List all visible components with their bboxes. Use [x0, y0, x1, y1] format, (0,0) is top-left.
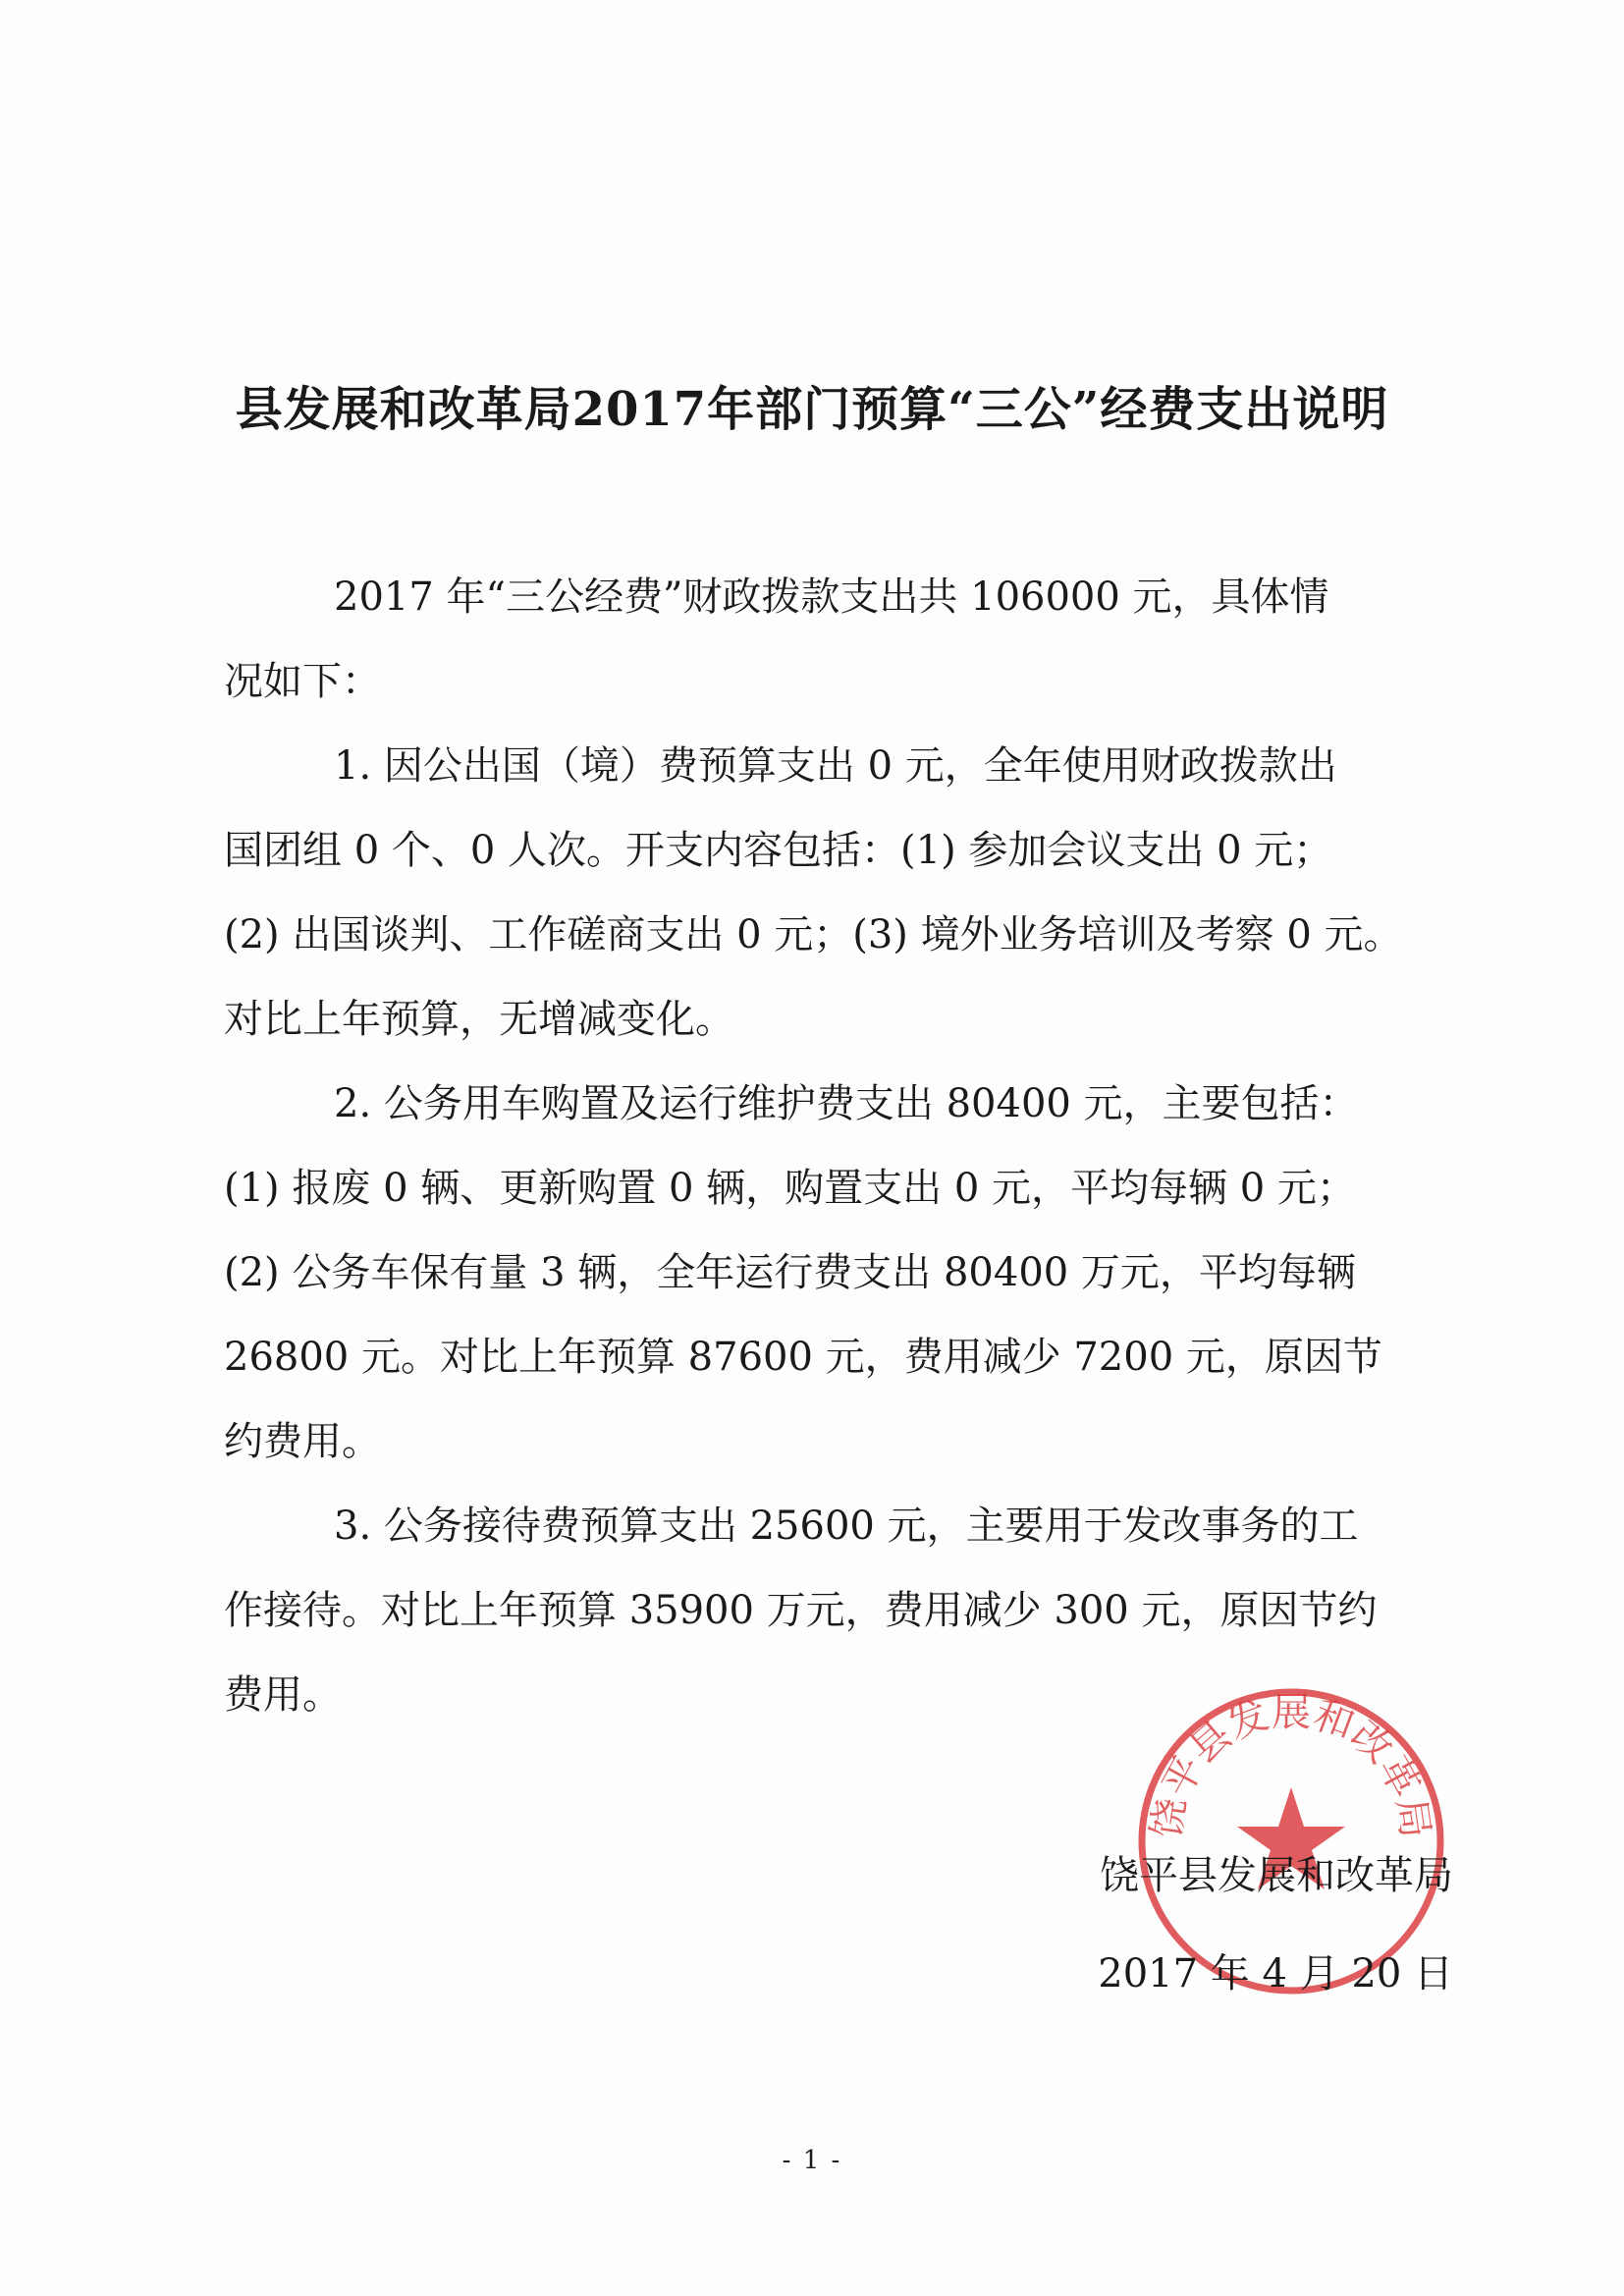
paragraph-intro [224, 555, 1422, 724]
paragraph-line: (1) 报废 0 辆、更新购置 0 辆，购置支出 0 元，平均每辆 0 元； [224, 1166, 1356, 1211]
paragraph-line: 2. 公务用车购置及运行维护费支出 80400 元，主要包括： [334, 1081, 1359, 1126]
paragraph-line: (2) 出国谈判、工作磋商支出 0 元；(3) 境外业务培训及考察 0 元。 [224, 912, 1403, 957]
paragraph-line: 费用。 [224, 1672, 342, 1718]
paragraph-line: 国团组 0 个、0 人次。开支内容包括：(1) 参加会议支出 0 元； [224, 828, 1333, 873]
page-number: - 1 - [782, 2146, 842, 2175]
signature-date: 2017 年 4 月 20 日 [1098, 1951, 1453, 1996]
paragraph-line: 26800 元。对比上年预算 87600 元，费用减少 7200 元，原因节 [224, 1335, 1382, 1380]
paragraph-item-2 [224, 1062, 1422, 1484]
paragraph-line: 2017 年“三公经费”财政拨款支出共 106000 元，具体情 [334, 574, 1329, 620]
paragraph-line: 况如下： [224, 659, 381, 704]
paragraph-line: (2) 公务车保有量 3 辆，全年运行费支出 80400 万元，平均每辆 [224, 1250, 1356, 1295]
paragraph-line: 3. 公务接待费预算支出 25600 元，主要用于发改事务的工 [334, 1503, 1359, 1549]
paragraph-line: 对比上年预算，无增减变化。 [224, 997, 734, 1042]
document-title: 县发展和改革局2017年部门预算“三公”经费支出说明 [235, 382, 1389, 437]
paragraph-line: 1. 因公出国（境）费预算支出 0 元，全年使用财政拨款出 [334, 743, 1337, 789]
paragraph-line: 作接待。对比上年预算 35900 万元，费用减少 300 元，原因节约 [224, 1588, 1378, 1633]
paragraph-item-1 [224, 724, 1422, 1062]
seal-text: 饶平县发展和改革局 [1144, 1689, 1438, 1841]
signature-block [1041, 1827, 1453, 2023]
paragraph-line: 约费用。 [224, 1419, 381, 1464]
signature-organization: 饶平县发展和改革局 [1100, 1853, 1453, 1898]
